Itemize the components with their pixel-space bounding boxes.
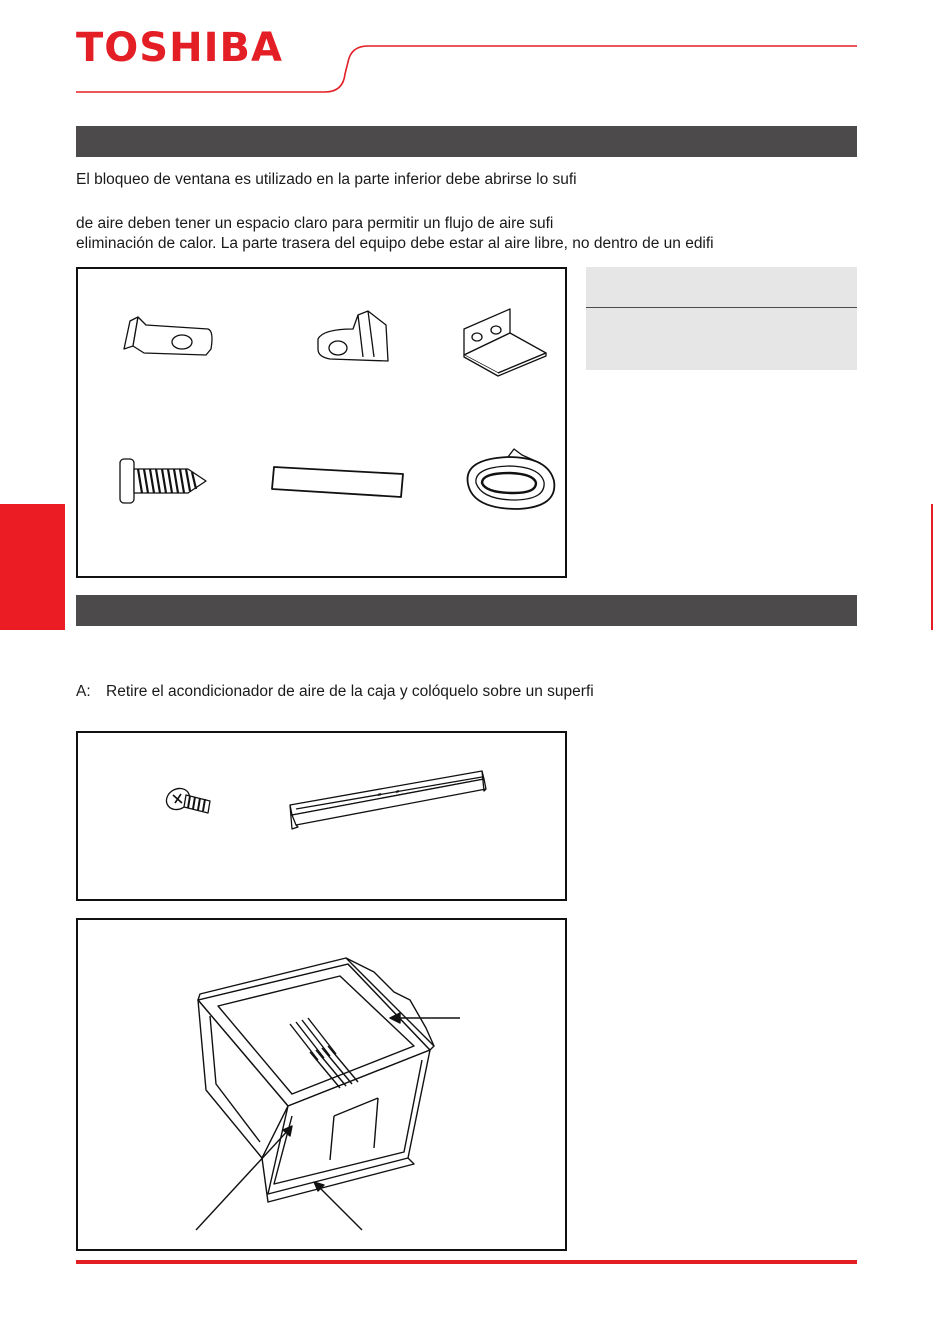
section-header-bar-1: [76, 126, 857, 157]
section-header-bar-2: [76, 595, 857, 626]
screw-icon: [120, 459, 206, 503]
parts-figure: [76, 267, 567, 578]
rail-icon: [290, 771, 486, 829]
table-divider: [586, 307, 857, 308]
header-curve: [0, 0, 933, 100]
foam-strip-icon: [272, 467, 403, 497]
angle-bracket-icon: [464, 309, 546, 376]
paragraph-line-3: eliminación de calor. La parte trasera del equipo debe estar al aire libre, no dentro de un edifi: [76, 235, 714, 252]
paragraph-line-2: de aire deben tener un espacio claro para permitir un flujo de aire sufi: [76, 215, 554, 232]
step-a-letter: A:: [76, 683, 91, 700]
parts-illustration: [78, 269, 565, 576]
short-screw-icon: [163, 784, 210, 813]
step-a-text: Retire el acondicionador de aire de la caja y colóquelo sobre un superfi: [106, 683, 594, 700]
air-conditioner-unit-icon: [78, 920, 565, 1249]
rail-kit-illustration: [78, 733, 565, 899]
paragraph-line-1: El bloqueo de ventana es utilizado en la parte inferior debe abrirse lo sufi: [76, 171, 577, 188]
info-table: [586, 267, 857, 370]
chapter-tab: [0, 504, 65, 630]
unit-figure: [76, 918, 567, 1251]
seal-roll-icon: [468, 449, 555, 509]
right-bracket-icon: [318, 311, 388, 361]
rail-kit-figure: [76, 731, 567, 901]
footer-rule: [76, 1260, 857, 1264]
left-bracket-icon: [124, 317, 212, 355]
brand-logo: TOSHIBA: [76, 25, 283, 71]
